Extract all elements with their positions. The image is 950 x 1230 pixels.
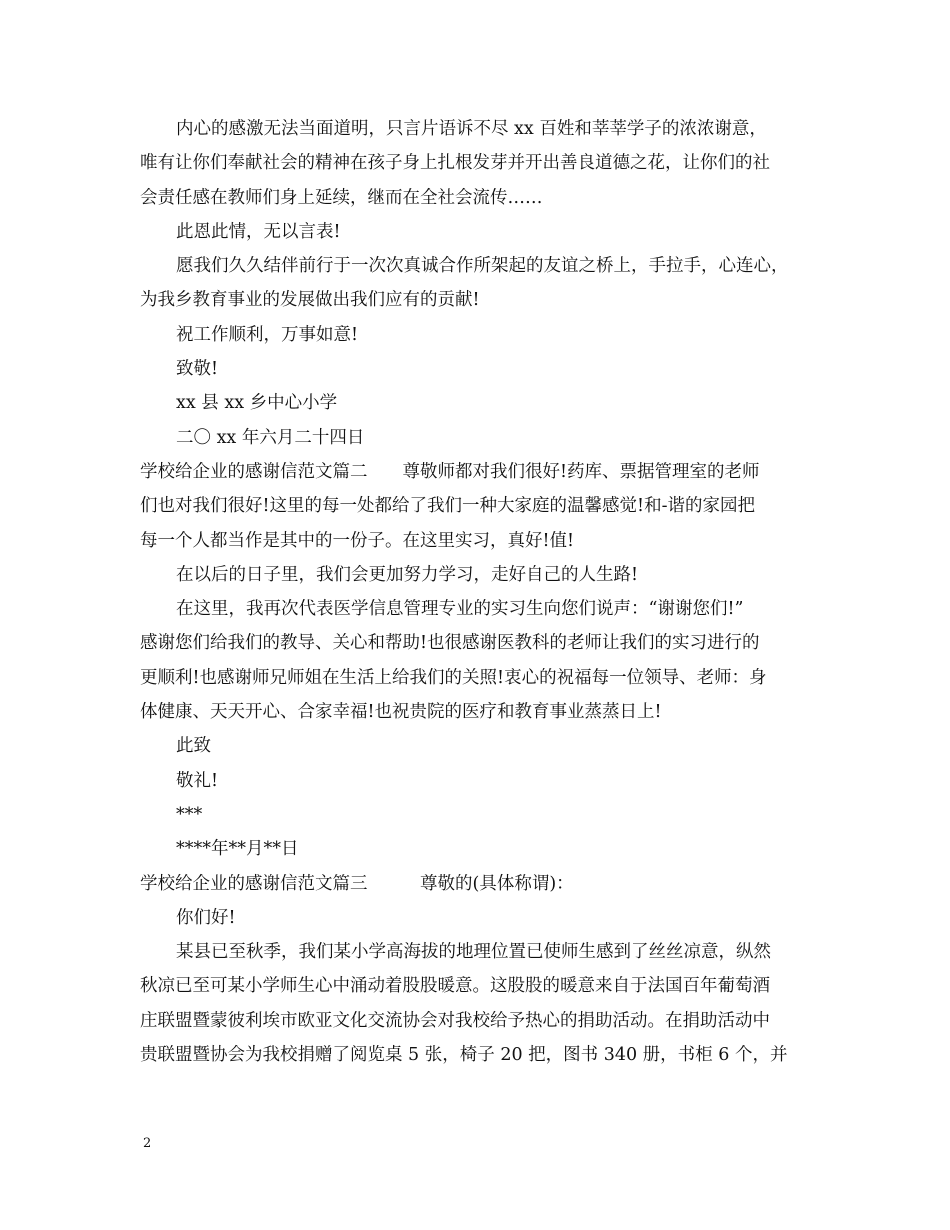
- text-line: 致敬!: [176, 359, 219, 380]
- text-line: 在以后的日子里，我们会更加努力学习，走好自己的人生路!: [176, 564, 639, 585]
- text-line: 祝工作顺利，万事如意!: [176, 324, 359, 345]
- text-line: ****年**月**日: [176, 839, 299, 860]
- text-line: 在这里，我再次代表医学信息管理专业的实习生向您们说声：“谢谢您们!”: [176, 599, 744, 620]
- document-body: [140, 112, 810, 1072]
- text-line: 你们好!: [176, 907, 236, 928]
- text-line: 二〇 xx 年六月二十四日: [176, 427, 365, 448]
- text-line: 们也对我们很好!这里的每一处都给了我们一种大家庭的温馨感觉!和-谐的家园把: [140, 496, 755, 517]
- text-line: 为我乡教育事业的发展做出我们应有的贡献!: [140, 290, 480, 311]
- text-line: ***: [176, 804, 203, 825]
- text-line: 愿我们久久结伴前行于一次次真诚合作所架起的友谊之桥上，手拉手，心连心，: [176, 256, 789, 277]
- text-line: 某县已至秋季，我们某小学高海拔的地理位置已使师生感到了丝丝凉意，纵然: [176, 942, 771, 963]
- text-line: 学校给企业的感谢信范文篇三 尊敬的(具体称谓)：: [140, 873, 574, 894]
- text-line: 庄联盟暨蒙彼利埃市欧亚文化交流协会对我校给予热心的捐助活动。在捐助活动中: [140, 1010, 770, 1031]
- text-line: 此致: [176, 736, 211, 757]
- text-line: 每一个人都当作是其中的一份子。在这里实习，真好!值!: [140, 530, 575, 551]
- text-line: 唯有让你们奉献社会的精神在孩子身上扎根发芽并开出善良道德之花，让你们的社: [140, 153, 770, 174]
- text-line: 更顺利!也感谢师兄师姐在生活上给我们的关照!衷心的祝福每一位领导、老师：身: [140, 667, 767, 688]
- text-line: 感谢您们给我们的教导、关心和帮助!也很感谢医教科的老师让我们的实习进行的: [140, 633, 760, 654]
- text-line: 秋凉已至可某小学师生心中涌动着股股暖意。这股股的暖意来自于法国百年葡萄酒: [140, 976, 770, 997]
- page-number: 2: [143, 1136, 152, 1151]
- text-line: 学校给企业的感谢信范文篇二 尊敬师都对我们很好!药库、票据管理室的老师: [140, 461, 760, 482]
- text-line: 会责任感在教师们身上延续，继而在全社会流传……: [140, 187, 543, 208]
- text-line: 体健康、天天开心、合家幸福!也祝贵院的医疗和教育事业蒸蒸日上!: [140, 702, 662, 723]
- text-line: xx 县 xx 乡中心小学: [176, 393, 338, 414]
- text-line: 此恩此情，无以言表!: [176, 221, 341, 242]
- text-line: 敬礼!: [176, 770, 219, 791]
- text-line: 内心的感激无法当面道明，只言片语诉不尽 xx 百姓和莘莘学子的浓浓谢意，: [176, 119, 767, 139]
- text-line: 贵联盟暨协会为我校捐赠了阅览桌 5 张，椅子 20 把，图书 340 册，书柜 6 个，并: [140, 1045, 788, 1066]
